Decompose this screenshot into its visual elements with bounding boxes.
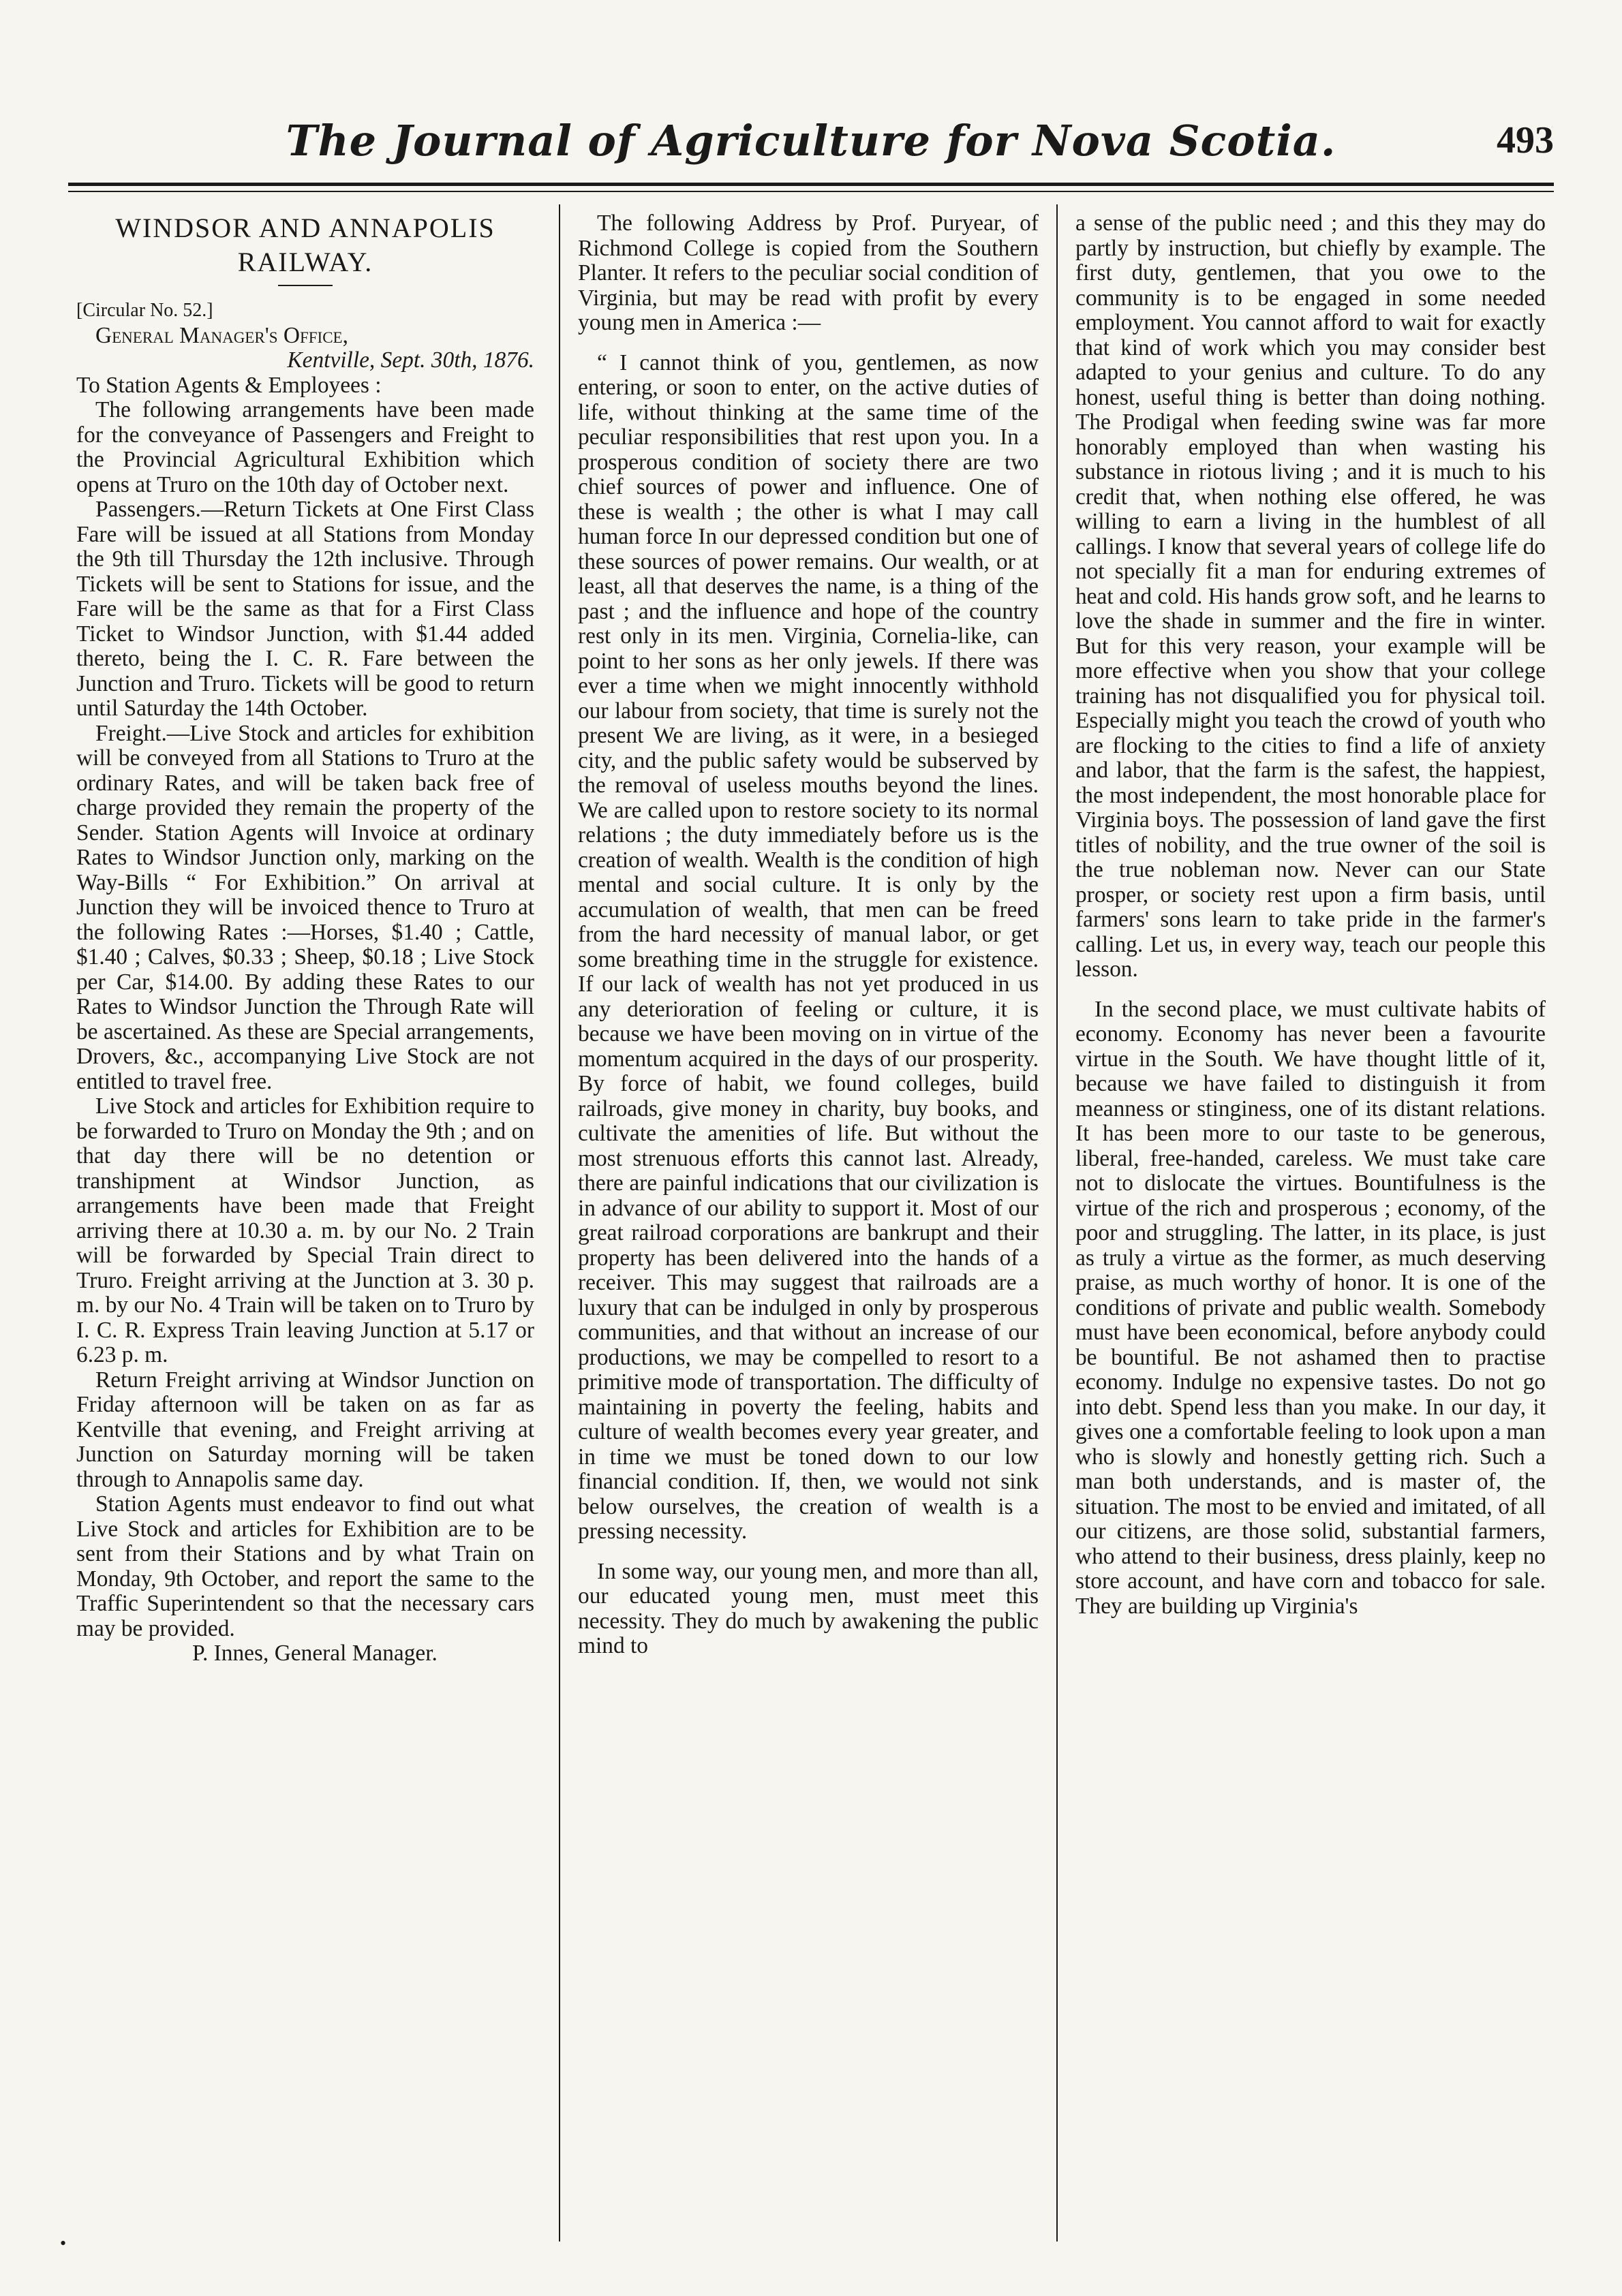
paragraph: “ I cannot think of you, gentlemen, as now entering, or soon to enter, on the active duties of life, without thinking at the same time of the peculiar responsibilities that rest upon you. In a prosperous condition of society there are two chief sources of power and influence. One of these is wealth ; the other is what I may call human force In our depressed condition but one of these sources of power remains. Our wealth, or at least, all that deserves the name, is a thing of the past ; and the influence and hope of the country rest only in its men. Virginia, Cornelia-like, can point to her sons as her only jewels. If there was ever a time when we might innocently withhold our labour from society, that time is surely not the present We are living, as it were, in a besieged city, and the public safety would be subserved by the removal of useless mouths beyond the lines. We are called upon to restore society to its normal relations ; the duty immediately before us is the creation of wealth. Wealth is the condition of high mental and social culture. It is only by the accumulation of wealth, that men can be freed from the hard necessity of manual labor, or get some breathing time in the struggle for existence. If our lack of wealth has not yet produced in us any deterioration of feeling or culture, it is because we have been moving on in virtue of the momentum acquired in the days of our prosperity. By force of habit, we found colleges, build railroads, give money in charity, buy books, and cultivate the amenities of life. But without the most strenuous efforts this cannot last. Already, there are painful indications that our civilization is in advance of our ability to support it. Most of our great railroad corporations are bankrupt and their property has been delivered into the hands of a receiver. This may suggest that railroads are a luxury that can be indulged in only by prosperous communities, and that without an increase of our productions, we may be compelled to resort to a primitive mode of transportation. The difficulty of maintaining in poverty the feeling, habits and culture of wealth becomes every year greater, and in time we must be toned down to our low financial condition. If, then, we would not sink below ourselves, the creation of wealth is a pressing necessity. — [578, 350, 1039, 1544]
column-2 — [578, 211, 1039, 1659]
paragraph: Station Agents must endeavor to find out what Live Stock and articles for Exhibition are to be sent from their Stations and by what Train on Monday, 9th October, and report the same to the Traffic Superintendent so that the necessary cars may be provided. — [76, 1491, 534, 1641]
paragraph: Freight.—Live Stock and articles for exhibition will be conveyed from all Stations to Truro at the ordinary Rates, and will be taken back free of charge provided they remain the property of the Sender. Station Agents will Invoice at ordinary Rates to Windsor Junction only, marking on the Way-Bills “ For Exhibition.” On arrival at Junction they will be invoiced thence to Truro at the following Rates :—Horses, $1.40 ; Cattle, $1.40 ; Calves, $0.33 ; Sheep, $0.18 ; Live Stock per Car, $14.00. By adding these Rates to our Rates to Windsor Junction the Through Rate will be ascertained. As these are Special arrangements, Drovers, &c., accompanying Live Stock are not entitled to travel free. — [76, 720, 534, 1094]
column-divider-2 — [1056, 204, 1058, 2241]
column-divider-1 — [559, 204, 560, 2241]
place-date: Kentville, Sept. 30th, 1876. — [287, 347, 534, 373]
header-rule-thin — [68, 191, 1554, 192]
column-3 — [1075, 211, 1546, 1619]
paragraph: Passengers.—Return Tickets at One First Class Fare will be issued at all Stations from Monday the 9th till Thursday the 12th inclusive. Through Tickets will be sent to Stations for issue, and the Fare will be the same as that for a First Class Ticket to Windsor Junction, with $1.44 added thereto, being the I. C. R. Fare between the Junction and Truro. Tickets will be good to return until Saturday the 14th October. — [76, 497, 534, 721]
paragraph: The following Address by Prof. Puryear, of Richmond College is copied from the Southern Planter. It refers to the peculiar social condition of Virginia, but may be read with profit by every young men in America :— — [578, 211, 1039, 335]
title-rule — [278, 285, 333, 286]
column-1 — [76, 211, 534, 1666]
paragraph: In the second place, we must cultivate habits of economy. Economy has never been a favourite virtue in the South. We have thought little of it, because we have failed to distinguish it from meanness or stinginess, one of its distant relations. It has been more to our taste to be generous, liberal, free-handed, careless. We must take care not to dislocate the virtues. Bountifulness is the virtue of the rich and prosperous ; economy, of the poor and struggling. The latter, in its place, is just as truly a virtue as the former, as much deserving praise, as much worthy of honor. It is one of the conditions of private and public wealth. Somebody must have been economical, before anybody could be bountiful. Be not ashamed then to practise economy. Indulge no expensive tastes. Do not go into debt. Spend less than you make. In our day, it gives one a comfortable feeling to look upon a man who is slowly and honestly getting rich. Such a man both understands, and is master of, the situation. The most to be envied and imitated, of all our citizens, are those solid, substantial farmers, who attend to their business, dress plainly, keep no store account, and have corn and tobacco for sale. They are building up Virginia's — [1075, 996, 1546, 1619]
article-title: WINDSOR AND ANNAPOLIS RAILWAY. — [115, 213, 495, 277]
stray-mark: • — [60, 2233, 67, 2253]
paragraph: Return Freight arriving at Windsor Junction on Friday afternoon will be taken on as far as Kentville that evening, and Freight arriving at Junction on Saturday morning will be taken through to Annapolis same day. — [76, 1367, 534, 1492]
office-line: General Manager's Office, — [95, 322, 348, 348]
paragraph: a sense of the public need ; and this they may do partly by instruction, but chiefly by example. The first duty, gentlemen, that you owe to the community is to be engaged in some needed employment. You cannot afford to wait for exactly that kind of work which you may consider best adapted to your genius and culture. To do any honest, useful thing is better than doing nothing. The Prodigal when feeding swine was far more honorably employed than when wasting his substance in riotous living ; and it is much to his credit that, when nothing else offered, he was willing to earn a living in the humblest of all callings. I know that several years of college life do not specially fit a man for enduring extremes of heat and cold. His hands grow soft, and he learns to love the shade in summer and the fire in winter. But for this very reason, your example will be more effective when you show that your college training has not disqualified you for physical toil. Especially might you teach the crowd of youth who are flocking to the cities to find a life of anxiety and labor, that the farm is the safest, the happiest, the most independent, the most honorable place for Virginia boys. The possession of land gave the first titles of nobility, and the true owner of the soil is the true nobleman now. Never can our State prosper, or society rest upon a firm basis, until farmers' sons learn to take pride in the farmer's calling. Let us, in every way, teach our people this lesson. — [1075, 211, 1546, 982]
circular-number: [Circular No. 52.] — [76, 300, 213, 321]
header-rule-thick — [68, 183, 1554, 186]
page-header — [68, 116, 1554, 177]
paragraph: In some way, our young men, and more than all, our educated young men, must meet this necessity. They do much by awakening the public mind to — [578, 1558, 1039, 1658]
salutation: To Station Agents & Employees : — [76, 372, 382, 398]
signature: P. Innes, General Manager. — [192, 1641, 438, 1666]
page-number: 493 — [1497, 119, 1554, 161]
running-title: The Journal of Agriculture for Nova Scotia. — [286, 116, 1336, 166]
paragraph: The following arrangements have been made for the conveyance of Passengers and Freight to the Provincial Agricultural Exhibition which opens at Truro on the 10th day of October next. — [76, 397, 534, 497]
paragraph: Live Stock and articles for Exhibition require to be forwarded to Truro on Monday the 9th ; and on that day there will be no detention or transhipment at Windsor Junction, as arrangements have been made that Freight arriving there at 10.30 a. m. by our No. 2 Train will be forwarded by Special Train direct to Truro. Freight arriving at the Junction at 3. 30 p. m. by our No. 4 Train will be taken on to Truro by I. C. R. Express Train leaving Junction at 5.17 or 6.23 p. m. — [76, 1093, 534, 1367]
